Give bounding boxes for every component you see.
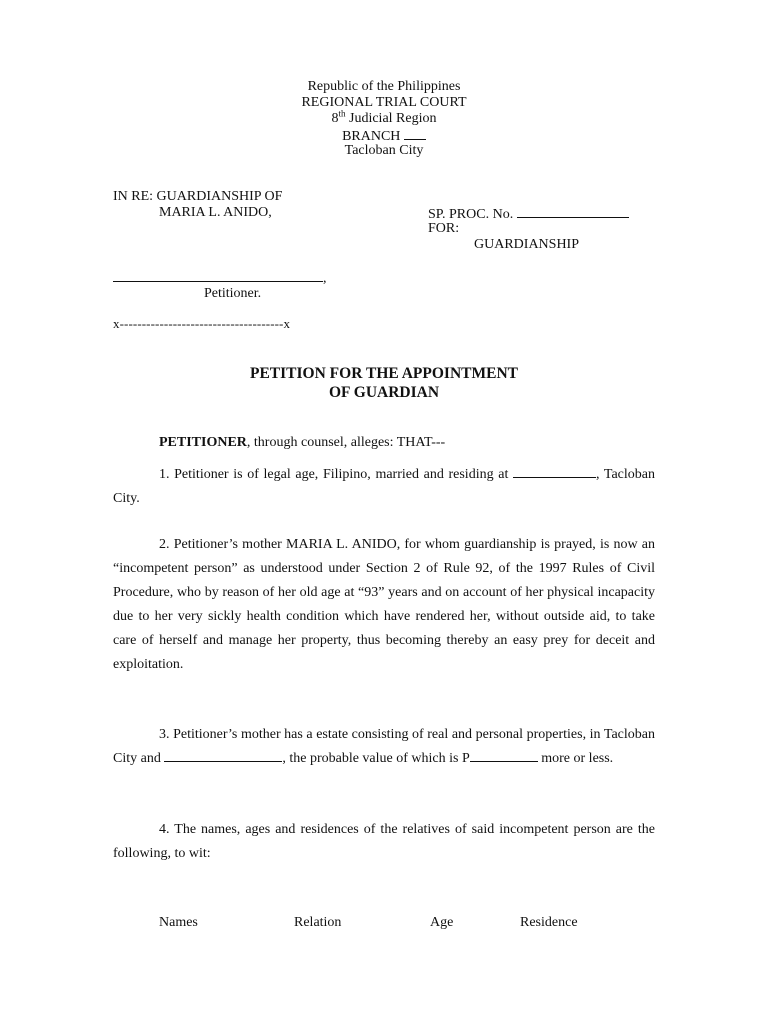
table-header-age: Age: [430, 915, 454, 930]
table-header-names: Names: [159, 915, 198, 930]
case-number-label: SP. PROC. No.: [428, 207, 514, 222]
header-city: Tacloban City: [344, 143, 424, 158]
document-title-line1: PETITION FOR THE APPOINTMENT: [250, 365, 518, 382]
paragraph-3-text-c: more or less.: [537, 751, 614, 766]
paragraph-4: 4. The names, ages and residences of the relatives of said incompetent person are the following, to wit:: [113, 822, 655, 861]
paragraph-3-text-b: , the probable value of which is P: [282, 751, 470, 766]
table-header-residence: Residence: [520, 915, 578, 930]
table-header-relation: Relation: [294, 915, 342, 930]
petitioner-name-blank: [113, 269, 323, 282]
intro-petitioner: PETITIONER: [159, 435, 247, 450]
paragraph-1: [113, 463, 655, 511]
petitioner-label: Petitioner.: [204, 286, 262, 301]
paragraph-1-text-a: 1. Petitioner is of legal age, Filipino, married and residing at: [159, 467, 513, 482]
petitioner-comma: ,: [323, 271, 327, 286]
paragraph-3-text-a: 3. Petitioner’s mother has a estate consisting of real and personal properties, in Tacloban City and: [113, 727, 655, 766]
region-ordinal: th: [338, 108, 346, 119]
caption-ward-name: MARIA L. ANIDO,: [159, 205, 272, 220]
petitioner-name-line: [113, 269, 327, 287]
branch-label: BRANCH: [342, 129, 401, 144]
paragraph-2: 2. Petitioner’s mother MARIA L. ANIDO, for whom guardianship is prayed, is now an “incompetent person” as understood under Section 2 of Rule 92, of the 1997 Rules of Civil Procedure, who by reason of her old age at “93” years and on account of her physical incapacity due to her very sickly health condition which have rendered her, without outside aid, to take care of herself and manage her property, thus becoming thereby an easy prey for deceit and exploitation.: [113, 537, 655, 672]
case-number-blank: [517, 205, 629, 218]
case-for-value: GUARDIANSHIP: [474, 237, 580, 252]
paragraph-1-text-b: , Tacloban City.: [113, 467, 655, 506]
value-blank: [470, 749, 538, 762]
intro-line: [159, 435, 445, 451]
header-court: REGIONAL TRIAL COURT: [301, 95, 467, 110]
residence-blank: [513, 465, 596, 478]
location-blank: [164, 749, 282, 762]
header-republic: Republic of the Philippines: [307, 79, 461, 94]
region-number: 8: [331, 111, 339, 126]
paragraph-3: [113, 723, 655, 771]
header-region: [0, 108, 768, 127]
intro-rest: , through counsel, alleges: THAT---: [246, 435, 446, 450]
region-text: Judicial Region: [345, 111, 437, 126]
case-for-label: FOR:: [428, 221, 460, 236]
caption-in-re: IN RE: GUARDIANSHIP OF: [113, 189, 283, 204]
caption-separator: x-------------------------------------x: [113, 316, 291, 331]
branch-blank: [404, 127, 426, 140]
document-title-line2: OF GUARDIAN: [328, 384, 440, 401]
